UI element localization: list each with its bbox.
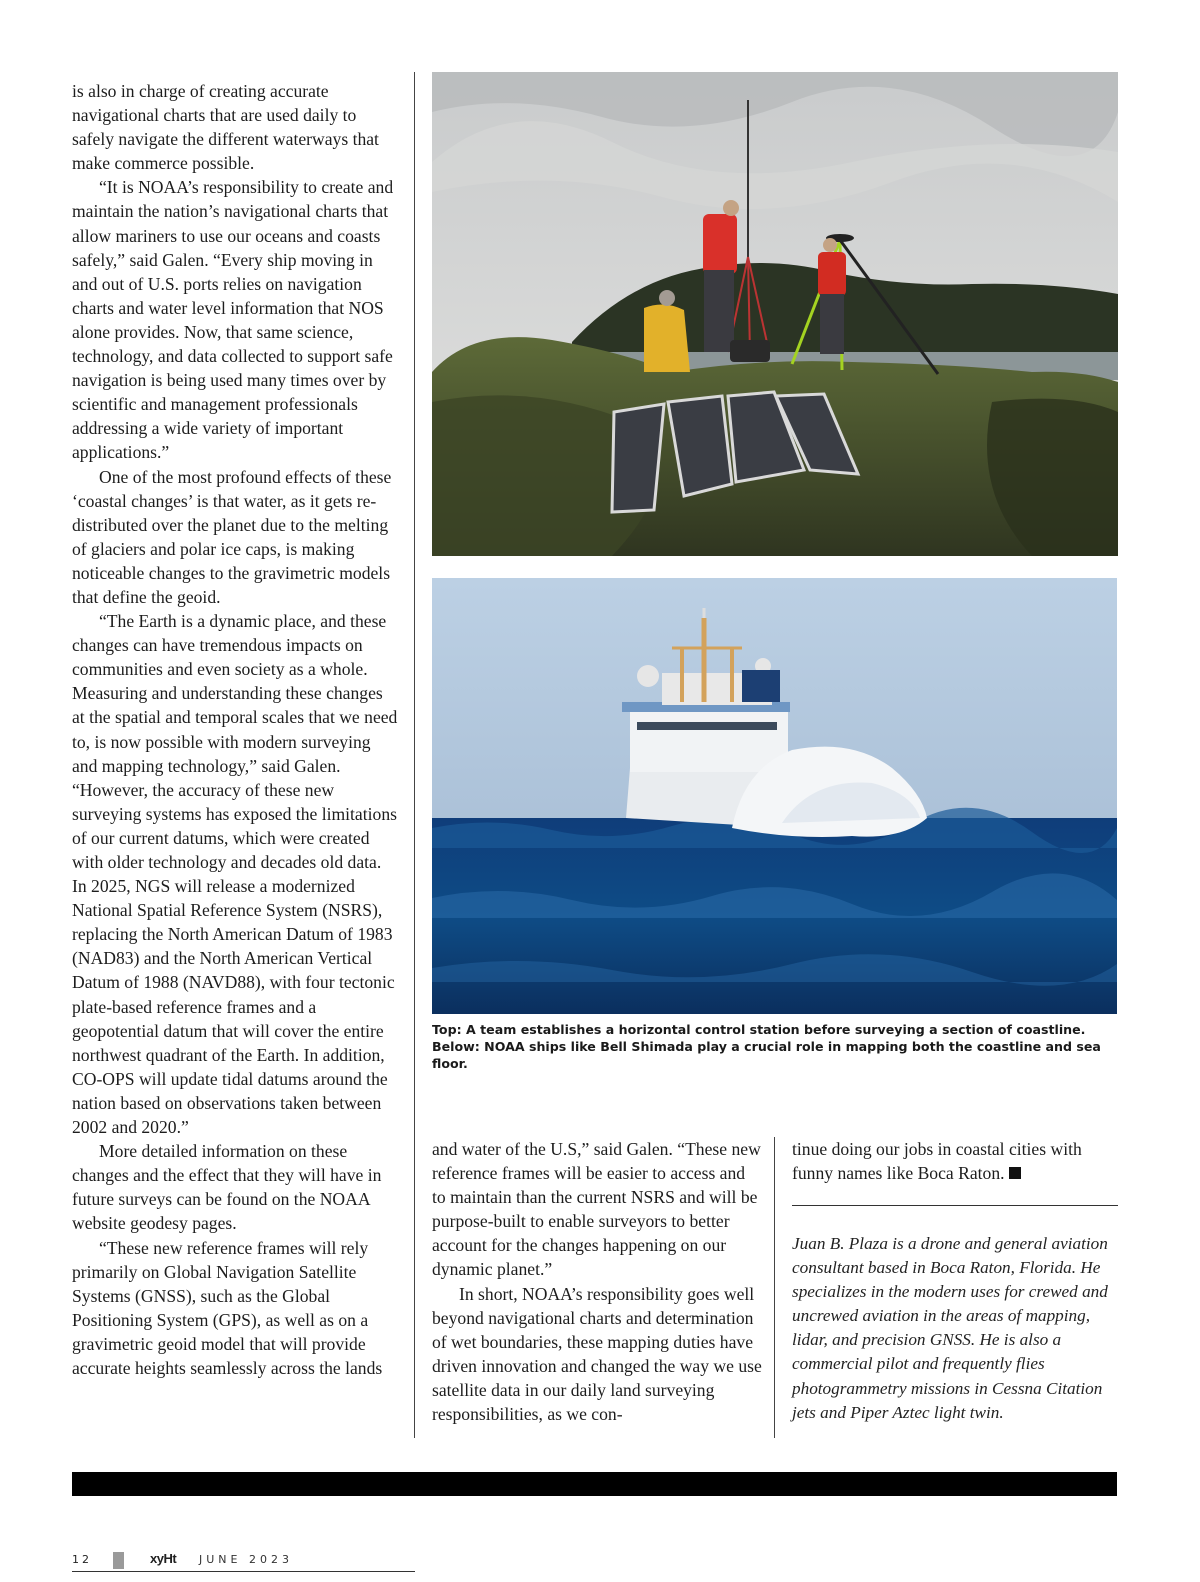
column-divider [774,1137,775,1438]
noaa-ship-photo [432,578,1117,1014]
article-paragraph [792,1137,1118,1185]
article-ending-text: tinue doing our jobs in coastal cities with funny names like Boca Raton. [792,1139,1082,1184]
magazine-name: xyHt [150,1551,177,1566]
end-of-article-mark [1009,1167,1021,1179]
bio-divider [792,1205,1118,1206]
photo-caption: Top: A team establishes a horizontal control station before surveying a section of coastline. Below: NOAA ships like Bell Shimada play a crucial role in mapping both the coastline and sea floor. [432,1022,1101,1071]
article-paragraph: “It is NOAA’s responsibility to create and maintain the nation’s navigational charts that allow mariners to use our oceans and coasts safely,” said Galen. “Every ship moving in and out of U.S. ports relies on navigation charts and water level information that NOS alone provides. Now, that same science, technology, and data collected to support safe navigation is being used many times over by scientific and management professionals addressing a wide variety of important applications.” [72,177,394,463]
article-column-right [792,1137,1118,1185]
article-paragraph: In short, NOAA’s responsibility goes well beyond navigational charts and determination of wet boundaries, these mapping duties have driven innovation and changed the way we use satellite data in our daily land surveying responsibilities, as we con- [432,1283,762,1425]
author-bio: Juan B. Plaza is a drone and general aviation consultant based in Boca Raton, Florida. He specializes in the modern uses for crewed and uncrewed aviation in the areas of mapping, lidar, and precision GNSS. He is also a commercial pilot and frequently flies photogrammetry missions in Cessna Citation jets and Piper Aztec light twin. [792,1234,1108,1422]
article-paragraph: and water of the U.S,” said Galen. “These new reference frames will be easier to access and to maintain than the current NSRS and will be purpose-built to enable surveyors to better account for the changes happening on our dynamic planet.” [432,1139,761,1280]
article-paragraph: “The Earth is a dynamic place, and these changes can have tremendous impacts on communities and even society as a whole. Measuring and understanding these changes at the spatial and temporal scales that we need to, is now possible with modern surveying and mapping technology,” said Galen. “However, the accuracy of these new surveying systems has exposed the limitations of our current datums, which were created with older technology and decades old data. In 2025, NGS will release a modernized National Spatial Reference System (NSRS), replacing the North American Datum of 1983 (NAD83) and the North American Vertical Datum of 1988 (NAVD88), with four tectonic plate-based reference frames and a geopotential datum that will cover the entire northwest quadrant of the Earth. In addition, CO-OPS will update tidal datums around the nation based on observations taken between 2002 and 2020.” [72,611,398,1138]
page-number: 12 [72,1553,92,1566]
page-footer [72,1551,415,1572]
article-paragraph: “These new reference frames will rely primarily on Global Navigation Satellite Systems (GNSS), such as the Global Positioning System (GPS), as well as on a gravimetric geoid model that will provide accurate heights seamlessly across the lands [72,1237,383,1378]
article-column-middle [432,1137,762,1426]
article-paragraph: is also in charge of creating accurate navigational charts that are used daily to safely navigate the different waterways that make commerce possible. [72,81,379,174]
survey-team-photo [432,72,1118,556]
article-paragraph: More detailed information on these changes and the effect that they will have in future surveys can be found on the NOAA website geodesy pages. [72,1141,382,1234]
column-divider [414,72,415,1438]
footer-bar [72,1472,1117,1496]
issue-date: JUNE 2023 [199,1553,293,1566]
footer-separator-block [113,1552,124,1569]
article-column-left [72,79,398,1380]
article-paragraph: One of the most profound effects of these ‘coastal changes’ is that water, as it gets re-distributed over the planet due to the melting of glaciers and polar ice caps, is making noticeable changes to the gravimetric models that define the geoid. [72,466,392,607]
